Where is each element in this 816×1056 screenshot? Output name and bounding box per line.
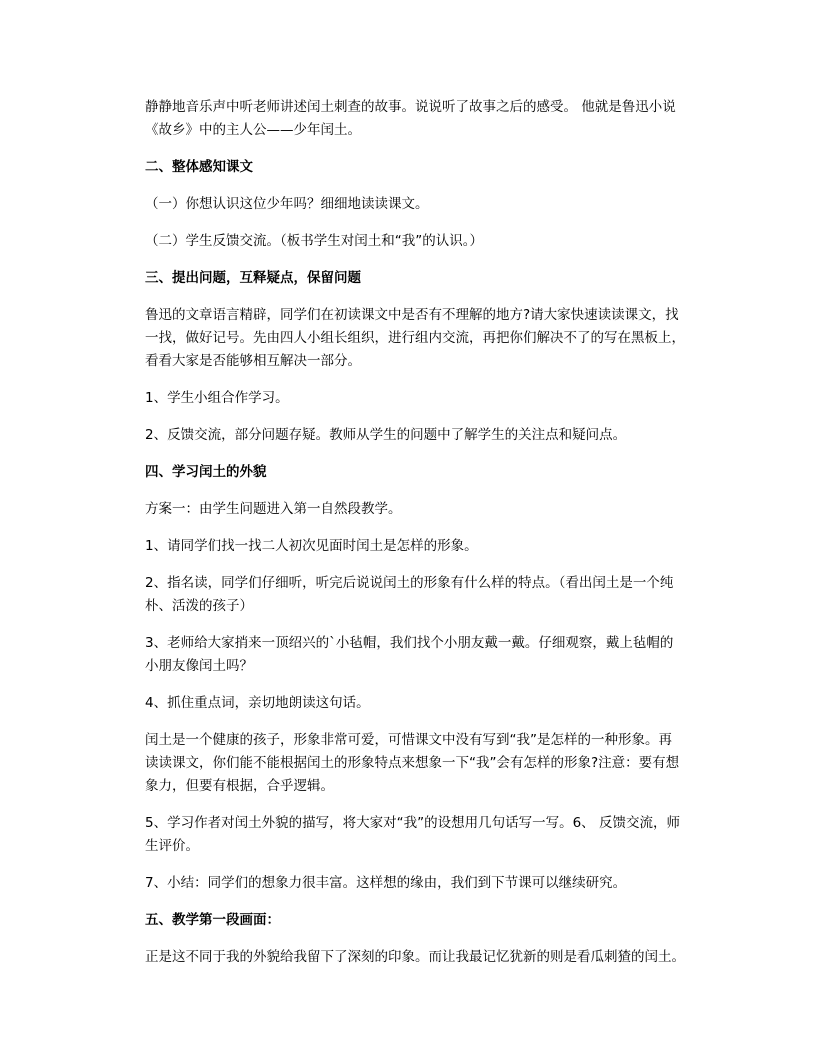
paragraph-question-2: （二）学生反馈交流。（板书学生对闰土和“我”的认识。）: [145, 233, 483, 249]
paragraph-plan-step-2: 2、指名读，同学们仔细听，听完后说说闰土的形象有什么样的特点。（看出闰土是一个纯朴、活泼的孩子）: [145, 575, 674, 614]
paragraph-summary: 7、小结：同学们的想象力很丰富。这样想的缘由，我们到下节课可以继续研究。: [145, 875, 627, 891]
paragraph-plan-one: 方案一：由学生问题进入第一自然段教学。: [145, 501, 402, 517]
paragraph-plan-step-3: 3、老师给大家捎来一顶绍兴的`小毡帽，我们找个小朋友戴一戴。仔细观察，戴上毡帽的小朋友像闰土吗？: [145, 635, 674, 674]
paragraph-plan-step-4: 4、抓住重点词，亲切地朗读这句话。: [145, 695, 370, 711]
paragraph-intro: 静静地音乐声中听老师讲述闰土刺查的故事。说说听了故事之后的感受。 他就是鲁迅小说《故乡》中的主人公——少年闰土。: [145, 99, 676, 138]
paragraph-final: 正是这不同于我的外貌给我留下了深刻的印象。而让我最记忆犹新的则是看瓜刺猹的闰土。: [145, 949, 685, 965]
paragraph-plan-step-5: 5、学习作者对闰土外貌的描写，将大家对“我”的设想用几句话写一写。6、 反馈交流，师生评价。: [145, 815, 680, 854]
section-heading-2: 二、整体感知课文: [145, 159, 253, 175]
paragraph-step-1: 1、学生小组合作学习。: [145, 390, 289, 406]
document-body: [145, 96, 685, 983]
paragraph-step-2: 2、反馈交流，部分问题存疑。教师从学生的问题中了解学生的关注点和疑问点。: [145, 427, 627, 443]
paragraph-plan-step-1: 1、请同学们找一找二人初次见面时闰土是怎样的形象。: [145, 538, 478, 554]
section-heading-3: 三、提出问题，互释疑点，保留问题: [145, 270, 361, 286]
section-heading-4: 四、学习闰土的外貌: [145, 464, 267, 480]
paragraph-imagination: 闰土是一个健康的孩子，形象非常可爱，可惜课文中没有写到“我”是怎样的一种形象。再读读课文，你们能不能根据闰土的形象特点来想象一下“我”会有怎样的形象?注意：要有想象力，但要有根据，合乎逻辑。: [145, 732, 680, 794]
paragraph-question-1: （一）你想认识这位少年吗？细细地读读课文。: [145, 196, 429, 212]
paragraph-reading-instructions: 鲁迅的文章语言精辟，同学们在初读课文中是否有不理解的地方?请大家快速读读课文，找一找，做好记号。先由四人小组长组织，进行组内交流，再把你们解决不了的写在黑板上，看看大家是否能够相互解决一部分。: [145, 307, 685, 369]
section-heading-5: 五、教学第一段画面：: [145, 912, 280, 928]
